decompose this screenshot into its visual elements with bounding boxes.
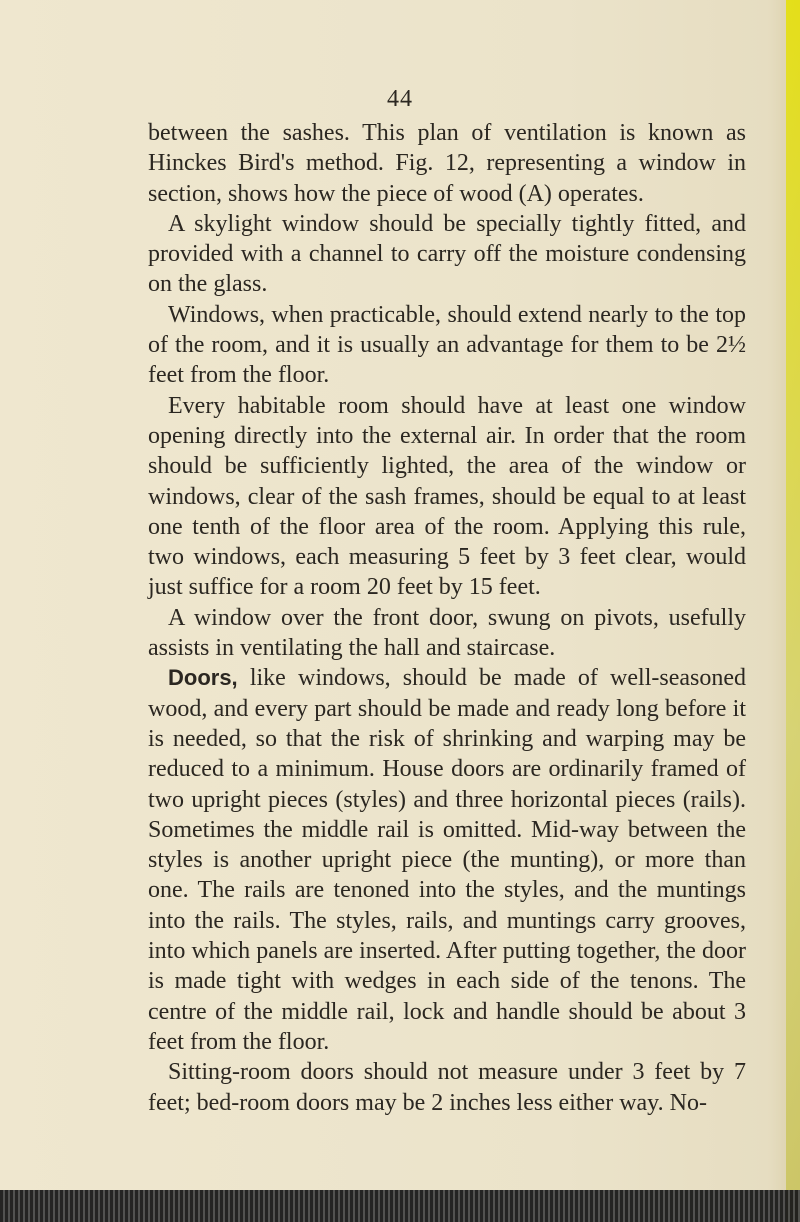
paragraph: Every habitable room should have at least one window opening directly into the external air. In order that the room should be sufficiently lighted, the area of the window or windows, clear of the sash frames, should be equal to at least one tenth of the floor area of the room. Applying this rule, two windows, each measuring 5 feet by 3 feet clear, would just suffice for a room 20 feet by 15 feet. (148, 392, 746, 601)
scan-edge (0, 1190, 800, 1222)
paragraph: A window over the front door, swung on pivots, usefully assists in ventilating the hall and staircase. (148, 604, 746, 662)
body-text (148, 118, 746, 1118)
paragraph-text: like windows, should be made of well-seasoned wood, and every part should be made and ready long before it is needed, so that the risk of shrinking and warping may be reduced to a minimum. House doors are ordinarily framed of two upright pieces (styles) and three horizontal pieces (rails). Sometimes the middle rail is omitted. Mid-way between the styles is another upright piece (the munting), or more than one. The rails are tenoned into the styles, and the muntings into the rails. The styles, rails, and muntings carry grooves, into which panels are inserted. After putting together, the door is made tight with wedges in each side of the tenons. The centre of the middle rail, lock and handle should be about 3 feet from the floor. (148, 665, 746, 1055)
paragraph-doors (148, 663, 746, 1057)
page-number: 44 (387, 86, 413, 112)
paragraph: between the sashes. This plan of ventilation is known as Hinckes Bird's method. Fig. 12, representing a window in section, shows how the piece of wood (A) operates. (148, 120, 746, 207)
page-edge (786, 0, 800, 1222)
paragraph: Windows, when practicable, should extend nearly to the top of the room, and it is usually an advantage for them to be 2½ feet from the floor. (148, 301, 746, 389)
paragraph: A skylight window should be specially tightly fitted, and provided with a channel to carry off the moisture condensing on the glass. (148, 210, 746, 298)
paragraph: Sitting-room doors should not measure under 3 feet by 7 feet; bed-room doors may be 2 inches less either way. No- (148, 1059, 746, 1116)
section-lead: Doors, (168, 665, 238, 691)
